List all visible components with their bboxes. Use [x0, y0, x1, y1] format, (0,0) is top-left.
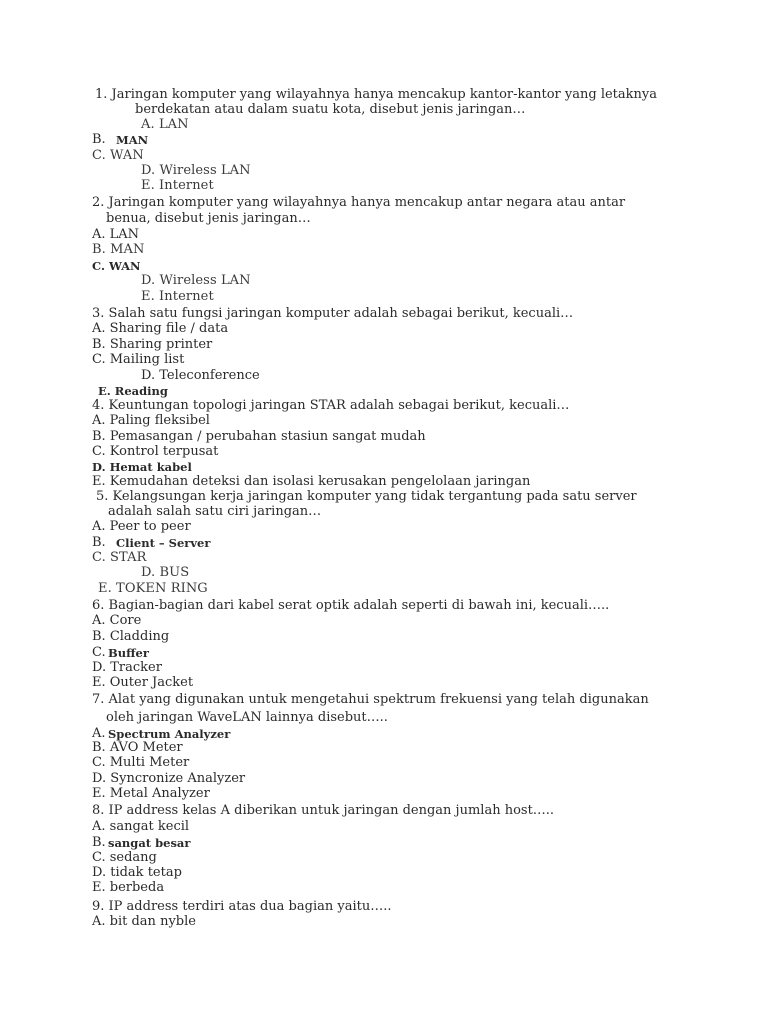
question-1-option-e: E. Internet — [141, 178, 214, 193]
question-1-option-a: A. LAN — [141, 117, 189, 132]
question-8-option-b-answer: sangat besar — [108, 836, 191, 850]
question-6-option-c-answer: Buffer — [108, 646, 149, 660]
question-2-option-e: E. Internet — [141, 289, 214, 304]
question-6-option-d: D. Tracker — [92, 660, 162, 675]
question-3-option-c: C. Mailing list — [92, 352, 185, 367]
question-6-option-b: B. Cladding — [92, 629, 170, 644]
question-1-option-c: C. WAN — [92, 148, 144, 163]
question-8-option-a: A. sangat kecil — [92, 819, 190, 834]
question-2-stem-line-1: 2. Jaringan komputer yang wilayahnya hanya mencakup antar negara atau antar — [92, 195, 626, 210]
question-4-option-a: A. Paling fleksibel — [92, 413, 210, 428]
question-7-stem-line-2: oleh jaringan WaveLAN lainnya disebut….. — [106, 710, 388, 725]
question-7-option-d: D. Syncronize Analyzer — [92, 771, 246, 786]
question-6-option-a: A. Core — [92, 613, 142, 628]
question-4-option-d-answer: D. Hemat kabel — [92, 460, 192, 474]
question-1-stem-line-1: 1. Jaringan komputer yang wilayahnya hanya mencakup kantor-kantor yang letaknya — [95, 87, 657, 102]
question-3-option-e-answer: E. Reading — [98, 384, 168, 398]
question-8-option-e: E. berbeda — [92, 880, 165, 895]
question-4-option-c: C. Kontrol terpusat — [92, 444, 219, 459]
question-7-option-a-letter: A. — [92, 726, 106, 741]
question-7-option-a-answer: Spectrum Analyzer — [108, 727, 231, 741]
question-2-option-c-answer: C. WAN — [92, 259, 141, 273]
question-5-option-e: E. TOKEN RING — [98, 581, 208, 596]
question-9-stem: 9. IP address terdiri atas dua bagian yaitu….. — [92, 899, 392, 914]
question-1-option-d: D. Wireless LAN — [141, 163, 251, 178]
question-7-option-c: C. Multi Meter — [92, 755, 190, 770]
question-1-option-b-letter: B. — [92, 132, 106, 147]
question-5-option-d: D. BUS — [141, 565, 190, 580]
question-4-option-b: B. Pemasangan / perubahan stasiun sangat mudah — [92, 429, 426, 444]
question-6-stem: 6. Bagian-bagian dari kabel serat optik adalah seperti di bawah ini, kecuali….. — [92, 598, 610, 613]
question-2-stem-line-2: benua, disebut jenis jaringan… — [106, 211, 311, 226]
question-1-stem-line-2: berdekatan atau dalam suatu kota, disebut jenis jaringan… — [135, 102, 526, 117]
question-8-option-b-letter: B. — [92, 835, 106, 850]
question-6-option-c-letter: C. — [92, 645, 106, 660]
question-8-option-d: D. tidak tetap — [92, 865, 182, 880]
question-5-option-b-answer: Client – Server — [116, 536, 211, 550]
question-5-option-b-letter: B. — [92, 535, 106, 550]
question-5-option-a: A. Peer to peer — [92, 519, 191, 534]
question-4-option-e: E. Kemudahan deteksi dan isolasi kerusakan pengelolaan jaringan — [92, 474, 531, 489]
question-7-option-e: E. Metal Analyzer — [92, 786, 210, 801]
question-1-option-b-answer: MAN — [116, 133, 149, 147]
question-8-option-c: C. sedang — [92, 850, 157, 865]
question-4-stem: 4. Keuntungan topologi jaringan STAR adalah sebagai berikut, kecuali… — [92, 398, 570, 413]
question-9-option-a: A. bit dan nyble — [92, 914, 196, 929]
question-6-option-e: E. Outer Jacket — [92, 675, 194, 690]
question-3-stem: 3. Salah satu fungsi jaringan komputer adalah sebagai berikut, kecuali… — [92, 306, 574, 321]
question-7-stem-line-1: 7. Alat yang digunakan untuk mengetahui spektrum frekuensi yang telah digunakan — [92, 692, 649, 707]
question-2-option-d: D. Wireless LAN — [141, 273, 251, 288]
question-7-option-b: B. AVO Meter — [92, 740, 183, 755]
question-2-option-b: B. MAN — [92, 242, 145, 257]
question-8-stem: 8. IP address kelas A diberikan untuk jaringan dengan jumlah host….. — [92, 803, 555, 818]
question-5-stem-line-2: adalah salah satu ciri jaringan… — [108, 504, 322, 519]
question-2-option-a: A. LAN — [92, 227, 140, 242]
question-3-option-a: A. Sharing file / data — [92, 321, 229, 336]
question-3-option-d: D. Teleconference — [141, 368, 260, 383]
question-5-stem-line-1: 5. Kelangsungan kerja jaringan komputer yang tidak tergantung pada satu server — [96, 489, 637, 504]
question-5-option-c: C. STAR — [92, 550, 147, 565]
question-3-option-b: B. Sharing printer — [92, 337, 213, 352]
